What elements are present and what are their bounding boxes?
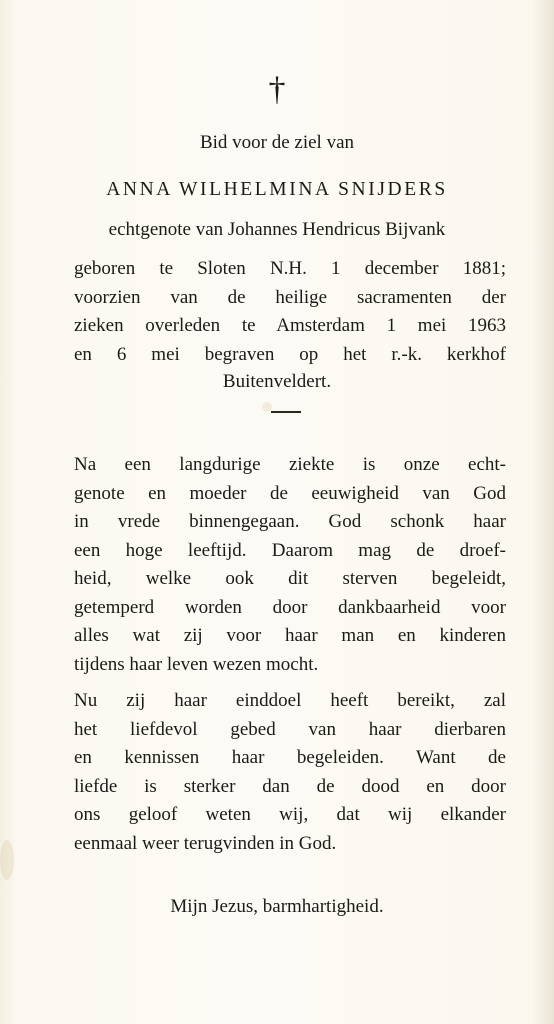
- closing-prayer: Mijn Jezus, barmhartigheid.: [170, 896, 384, 917]
- paragraph-line: Nu zij haar einddoel heeft bereikt, zal: [74, 690, 506, 711]
- details-line: geboren te Sloten N.H. 1 december 1881;: [74, 258, 506, 279]
- deceased-name: ANNA WILHELMINA SNIJDERS: [106, 179, 448, 200]
- paragraph-line: genote en moeder de eeuwigheid van God: [74, 482, 506, 504]
- details-line: en 6 mei begraven op het r.-k. kerkhof: [74, 343, 506, 365]
- intro-line: Bid voor de ziel van: [199, 132, 355, 153]
- paragraph-line: alles wat zij voor haar man en kinderen: [74, 625, 506, 646]
- paragraph-1: [74, 451, 506, 679]
- paragraph-2: [74, 687, 506, 858]
- paragraph-line: en kennissen haar begeleiden. Want de: [74, 747, 506, 768]
- burial-place: Buitenveldert.: [222, 371, 332, 392]
- paragraph-line: eenmaal weer terugvinden in God.: [74, 832, 337, 854]
- paragraph-line: ons geloof weten wij, dat wij elkander: [74, 804, 506, 825]
- details-line: zieken overleden te Amsterdam 1 mei 1963: [74, 315, 506, 336]
- paragraph-line: getemperd worden door dankbaarheid voor: [74, 596, 506, 618]
- divider: [271, 411, 301, 413]
- details-block: [74, 255, 506, 369]
- paragraph-line: liefde is sterker dan de dood en door: [74, 775, 506, 797]
- paragraph-line: tijdens haar leven wezen mocht.: [74, 653, 319, 675]
- paragraph-line: in vrede binnengegaan. God schonk haar: [74, 511, 506, 532]
- paragraph-line: een hoge leeftijd. Daarom mag de droef-: [74, 539, 506, 561]
- paragraph-line: heid, welke ook dit sterven begeleidt,: [74, 568, 506, 589]
- spouse-line: echtgenote van Johannes Hendricus Bijvank: [108, 219, 446, 240]
- cross-icon: †: [268, 71, 286, 108]
- paper-stain: [0, 840, 14, 880]
- details-line: voorzien van de heilige sacramenten der: [74, 286, 506, 308]
- paragraph-line: het liefdevol gebed van haar dierbaren: [74, 718, 506, 740]
- paragraph-line: Na een langdurige ziekte is onze echt-: [74, 454, 506, 475]
